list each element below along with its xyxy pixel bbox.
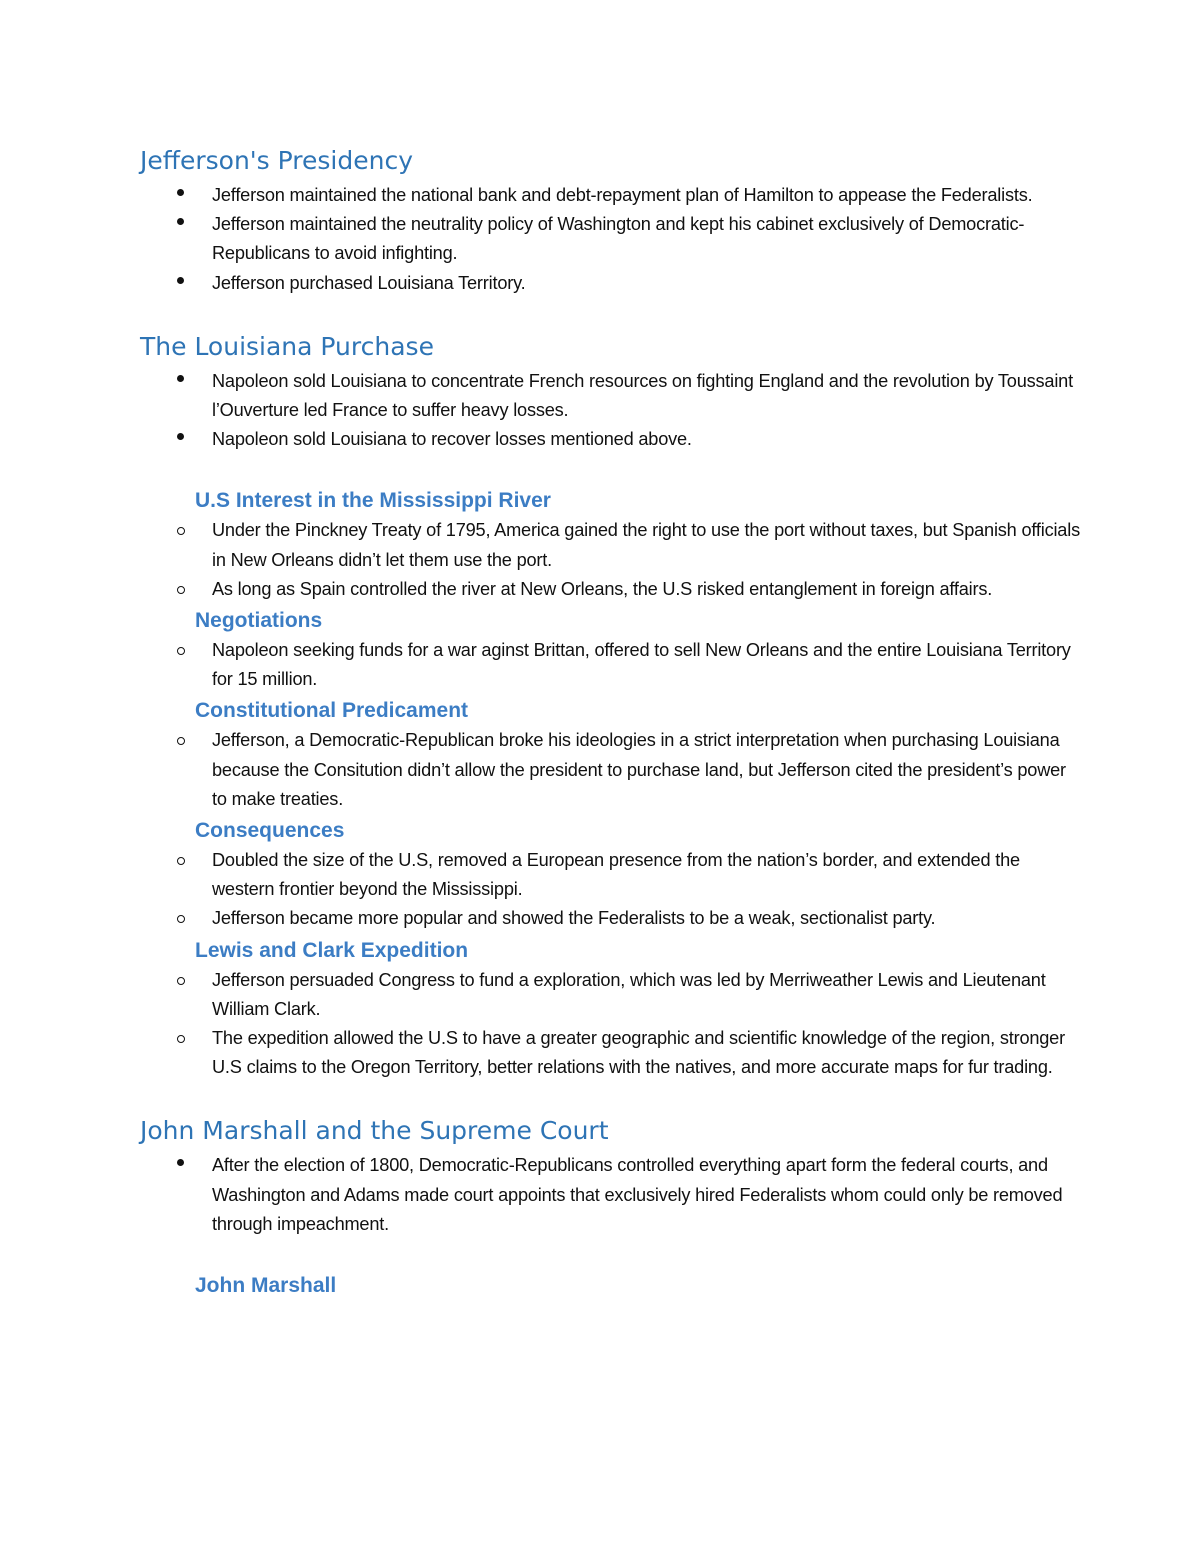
- circle-list: [140, 846, 1080, 934]
- subsection-consequences: [140, 816, 1080, 934]
- document-body: [140, 145, 1080, 1301]
- list-item: [140, 904, 1080, 933]
- list-item-text: As long as Spain controlled the river at New Orleans, the U.S risked entanglement in foreign affairs.: [212, 578, 993, 599]
- circle-list: [140, 636, 1080, 694]
- list-item: [140, 181, 1080, 210]
- list-item: [140, 636, 1080, 694]
- subsection-mississippi: [140, 486, 1080, 604]
- list-item: [140, 846, 1080, 904]
- section-louisiana-purchase: [140, 331, 1080, 1083]
- section-heading: John Marshall and the Supreme Court: [140, 1116, 609, 1146]
- list-item: [140, 575, 1080, 604]
- circle-list: [140, 516, 1080, 604]
- section-heading: Jefferson's Presidency: [140, 146, 413, 175]
- circle-list: [140, 966, 1080, 1083]
- subsection-heading: Lewis and Clark Expedition: [195, 938, 469, 962]
- subsection-lewis-and-clark: [140, 936, 1080, 1083]
- list-item-text: Napoleon sold Louisiana to concentrate French resources on fighting England and the revolution by Toussaint l’Ouverture led France to suffer heavy losses.: [212, 370, 1073, 421]
- subsection-heading: U.S Interest in the Mississippi River: [195, 489, 551, 513]
- list-item: [140, 726, 1080, 814]
- list-item: [140, 966, 1080, 1024]
- list-item-text: Jefferson maintained the national bank and debt-repayment plan of Hamilton to appease the Federalists.: [212, 185, 1033, 205]
- subsection-heading: Consequences: [195, 819, 345, 843]
- list-item-text: Jefferson purchased Louisiana Territory.: [212, 272, 526, 293]
- list-item: [140, 367, 1080, 425]
- list-item-text: Jefferson became more popular and showed the Federalists to be a weak, sectionalist party.: [212, 908, 936, 929]
- list-item: [140, 1151, 1080, 1239]
- subsection-heading: Negotiations: [195, 609, 323, 633]
- circle-list: [140, 726, 1080, 814]
- list-item-text: Jefferson, a Democratic-Republican broke his ideologies in a strict interpretation when purchasing Louisiana because the Consitution didn’t allow the president to purchase land, but Jefferson cited the president’s power to make treaties.: [212, 730, 1066, 809]
- list-item-text: Under the Pinckney Treaty of 1795, America gained the right to use the port without taxes, but Spanish officials in New Orleans didn’t let them use the port.: [212, 520, 1080, 570]
- bullet-list: [140, 181, 1080, 298]
- section-jeffersons-presidency: [140, 145, 1080, 298]
- list-item-text: Jefferson maintained the neutrality policy of Washington and kept his cabinet exclusively of Democratic-Republicans to avoid infighting.: [212, 214, 1025, 264]
- list-item: [140, 269, 1080, 298]
- list-item-text: Napoleon seeking funds for a war aginst Brittan, offered to sell New Orleans and the entire Louisiana Territory for 15 million.: [212, 640, 1071, 690]
- subsection-heading: John Marshall: [195, 1274, 337, 1298]
- section-heading: The Louisiana Purchase: [140, 331, 434, 361]
- list-item-text: After the election of 1800, Democratic-Republicans controlled everything apart form the federal courts, and Washington and Adams made court appoints that exclusively hired Federalists whom could only be removed through impeachment.: [212, 1155, 1063, 1234]
- subsection-heading: Constitutional Predicament: [195, 699, 469, 723]
- list-item-text: The expedition allowed the U.S to have a greater geographic and scientific knowledge of the region, stronger U.S claims to the Oregon Territory, better relations with the natives, and more accurate maps for fur trading.: [212, 1028, 1065, 1078]
- bullet-list: [140, 367, 1080, 455]
- list-item: [140, 516, 1080, 574]
- list-item-text: Napoleon sold Louisiana to recover losses mentioned above.: [212, 429, 692, 450]
- section-john-marshall-supreme-court: [140, 1115, 1080, 1301]
- list-item-text: Doubled the size of the U.S, removed a European presence from the nation’s border, and extended the western frontier beyond the Mississippi.: [212, 850, 1020, 900]
- bullet-list: [140, 1151, 1080, 1239]
- subsection-negotiations: [140, 606, 1080, 694]
- list-item-text: Jefferson persuaded Congress to fund a exploration, which was led by Merriweather Lewis and Lieutenant William Clark.: [212, 969, 1046, 1019]
- list-item: [140, 210, 1080, 268]
- list-item: [140, 425, 1080, 454]
- subsection-constitutional-predicament: [140, 696, 1080, 814]
- subsection-john-marshall: [140, 1271, 1080, 1301]
- list-item: [140, 1024, 1080, 1082]
